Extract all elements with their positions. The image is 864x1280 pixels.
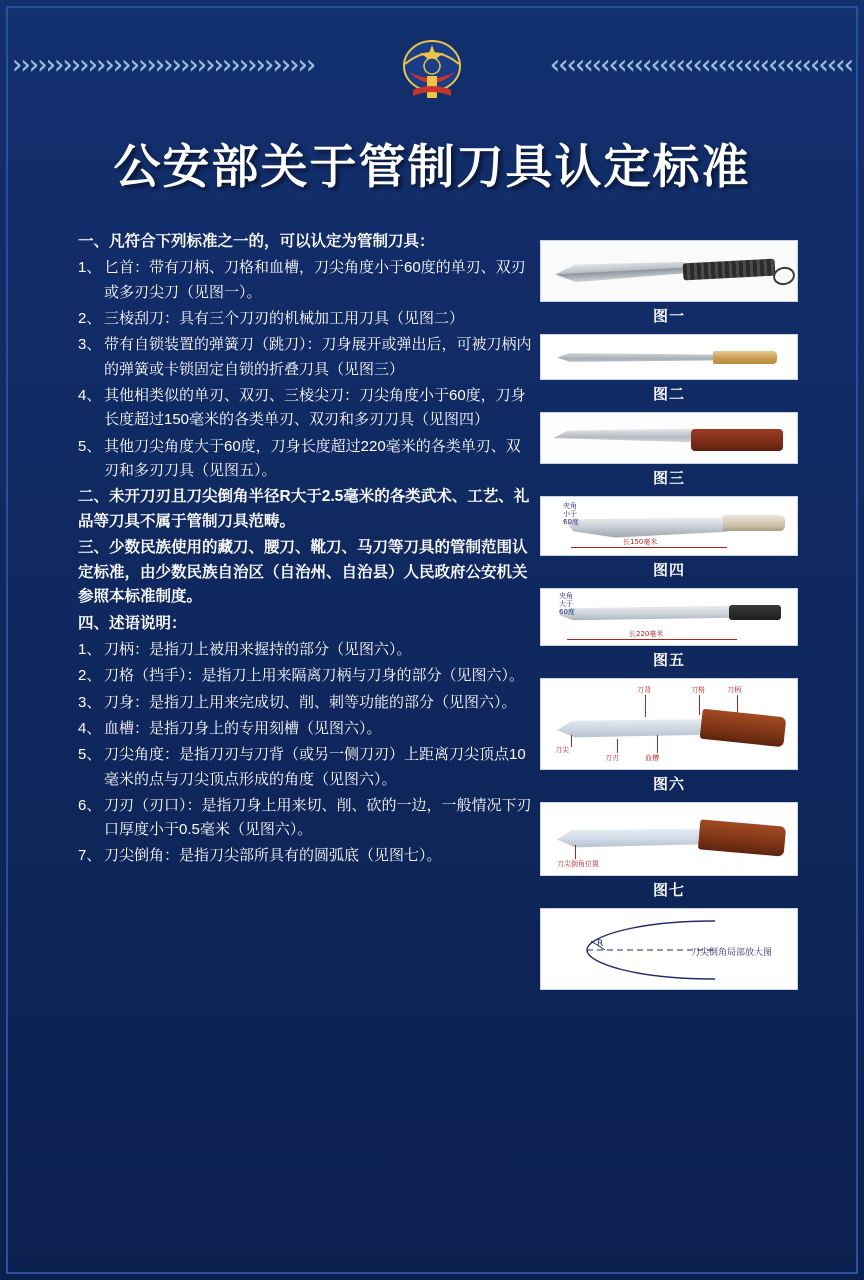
item-text: 刀刃（刃口）：是指刀身上用来切、削、砍的一边，一般情况下刃口厚度小于0.5毫米（见图六）。 [104, 796, 532, 839]
item-number: 4、 [78, 386, 102, 404]
list-item [78, 743, 533, 792]
item-text: 刀柄：是指刀上被用来握持的部分（见图六）。 [104, 641, 412, 659]
figure-7 [540, 802, 798, 900]
item-number: 2、 [78, 667, 102, 685]
figure-6-leader-1 [645, 695, 646, 717]
figure-4-annotation-less: 小于 [563, 510, 577, 518]
list-item [78, 638, 533, 662]
chevron-right-glyphs: ‹‹‹‹‹‹‹‹‹‹‹‹‹‹‹‹‹‹‹‹‹‹‹‹‹‹‹‹‹‹‹‹‹‹‹‹ [549, 50, 852, 80]
list-item [78, 844, 533, 868]
section-heading-3: 三、少数民族使用的藏刀、腰刀、靴刀、马刀等刀具的管制范围认定标准，由少数民族自治区（自治州、自治县）人民政府公安机关参照本标准制度。 [78, 539, 528, 606]
item-number: 5、 [78, 746, 102, 764]
list-item [78, 664, 533, 688]
item-number: 1、 [78, 641, 102, 659]
figure-5-annotation-length: 长220毫米 [629, 630, 664, 638]
knife-blade-shape [567, 515, 727, 539]
figure-5-annotation-angle: 夹角 [559, 592, 573, 600]
list-item [78, 307, 533, 331]
figure-6-annotation-tip: 刀尖 [555, 746, 569, 754]
figure-5 [540, 588, 798, 670]
list-item [78, 384, 533, 433]
item-text: 三棱刮刀：具有三个刀刃的机械加工用刀具（见图二） [104, 310, 465, 328]
section-heading-4: 四、述语说明： [78, 614, 187, 632]
chevron-left-decoration [12, 48, 400, 82]
dagger-blade-shape [555, 258, 686, 285]
figure-6-image [540, 678, 798, 770]
long-knife-handle-shape [729, 605, 781, 620]
figure-6-annotation-edge: 刀刃 [605, 754, 619, 762]
figure-5-caption: 图五 [652, 652, 685, 669]
knife-handle-shape [723, 515, 785, 531]
scraper-handle-shape [713, 351, 777, 364]
item-number: 2、 [78, 310, 102, 328]
figure-6-annotation-handle: 刀柄 [727, 686, 741, 694]
figure-6-leader-2 [699, 695, 700, 715]
long-knife-blade-shape [559, 603, 734, 623]
dagger-handle-shape [683, 259, 776, 281]
police-emblem-icon [399, 32, 465, 106]
figure-6-caption: 图六 [652, 776, 685, 793]
folding-knife-handle-shape [691, 429, 783, 451]
item-text: 其他刀尖角度大于60度，刀身长度超过220毫米的各类单刃、双刃和多刃刀具（见图五）。 [104, 437, 521, 479]
list-item [78, 794, 533, 843]
section-heading-2: 二、未开刀刃且刀尖倒角半径R大于2.5毫米的各类武术、工艺、礼品等刀具不属于管制刀具范畴。 [78, 488, 530, 530]
figure-4-image [540, 496, 798, 556]
item-text: 刀尖倒角：是指刀尖部所具有的圆弧底（见图七）。 [104, 847, 442, 865]
item-number: 3、 [78, 336, 102, 354]
tip-chamfer-handle-shape [698, 819, 786, 856]
item-number: 6、 [78, 796, 102, 814]
figure-6-annotation-groove: 血槽 [645, 754, 659, 762]
figure-6-leader-3 [737, 695, 738, 713]
item-number: 4、 [78, 719, 102, 737]
figure-5-annotation-greater: 大于 [559, 600, 573, 608]
item-text: 刀身：是指刀上用来完成切、削、刺等功能的部分（见图六）。 [104, 693, 517, 711]
folding-knife-blade-shape [553, 427, 703, 445]
figure-1-caption: 图一 [652, 308, 685, 325]
dagger-lanyard-shape [771, 265, 796, 287]
figure-6-leader-6 [657, 735, 658, 753]
item-text: 血槽：是指刀身上的专用刻槽（见图六）。 [104, 719, 382, 737]
figure-7-caption: 图七 [652, 882, 685, 899]
figure-column [540, 240, 798, 998]
page-title: 公安部关于管制刀具认定标准 [113, 140, 751, 195]
figure-8-annotation-radius: R [597, 939, 604, 949]
figure-8-annotation-title: 刀尖倒角局部放大图 [691, 948, 773, 958]
list-item [78, 435, 533, 484]
figure-4-dimension-line [571, 547, 727, 548]
list-item [78, 256, 533, 305]
figure-8-image [540, 908, 798, 990]
figure-3-image [540, 412, 798, 464]
list-item [78, 333, 533, 382]
top-banner [0, 26, 864, 116]
item-number: 5、 [78, 437, 102, 455]
chevron-right-decoration [464, 48, 852, 82]
figure-1-image [540, 240, 798, 302]
figure-4-annotation-length: 长150毫米 [623, 538, 658, 546]
chevron-left-glyphs: ›››››››››››››››››››››››››››››››››››› [12, 50, 315, 80]
list-item [78, 717, 533, 741]
item-number: 3、 [78, 693, 102, 711]
figure-7-annotation-tip-chamfer: 刀尖倒角位置 [557, 860, 599, 868]
figure-5-dimension-line [567, 639, 737, 640]
figure-3-caption: 图三 [652, 470, 685, 487]
figure-5-image [540, 588, 798, 646]
figure-2 [540, 334, 798, 404]
item-number: 1、 [78, 259, 102, 277]
section-heading-1: 一、凡符合下列标准之一的，可以认定为管制刀具： [78, 233, 435, 250]
figure-6-leader-4 [571, 735, 572, 747]
figure-2-caption: 图二 [652, 386, 685, 403]
item-text: 其他相类似的单刃、双刃、三棱尖刀：刀尖角度小于60度，刀身长度超过150毫米的各类单刃、双刃和多刃刀具（见图四） [104, 386, 526, 429]
figure-6-annotation-guard: 刀格 [691, 686, 705, 694]
figure-4-annotation-angle: 夹角 [563, 502, 577, 510]
item-number: 7、 [78, 847, 102, 865]
knife-parts-handle-shape [700, 709, 787, 748]
item-text: 刀尖角度：是指刀刃与刀背（或另一侧刀刃）上距离刀尖顶点10毫米的点与刀尖顶点形成的角度（见图六）。 [104, 746, 526, 788]
figure-6 [540, 678, 798, 794]
content-area [78, 230, 798, 1120]
tip-chamfer-blade-shape [557, 825, 705, 851]
figure-4-annotation-degree: 60度 [563, 518, 579, 526]
item-text: 刀格（挡手）：是指刀上用来隔离刀柄与刀身的部分（见图六）。 [104, 667, 525, 685]
scraper-blade-shape [557, 351, 717, 364]
figure-6-annotation-spine: 刀背 [637, 686, 651, 694]
list-item [78, 691, 533, 715]
figure-2-image [540, 334, 798, 380]
item-text: 带有自锁装置的弹簧刀（跳刀）：刀身展开或弹出后，可被刀柄内的弹簧或卡锁固定自锁的折叠刀具（见图三） [104, 336, 532, 378]
figure-6-leader-5 [617, 739, 618, 753]
knife-parts-blade-shape [557, 715, 707, 741]
figure-7-image [540, 802, 798, 876]
figure-1 [540, 240, 798, 326]
figure-8 [540, 908, 798, 990]
item-text: 匕首：带有刀柄、刀格和血槽，刀尖角度小于60度的单刃、双刃或多刃尖刀（见图一）。 [104, 259, 526, 301]
figure-5-annotation-degree: 60度 [559, 608, 575, 616]
text-column [78, 230, 533, 871]
figure-4 [540, 496, 798, 580]
figure-7-leader [575, 845, 576, 859]
figure-3 [540, 412, 798, 488]
figure-4-caption: 图四 [652, 562, 685, 579]
